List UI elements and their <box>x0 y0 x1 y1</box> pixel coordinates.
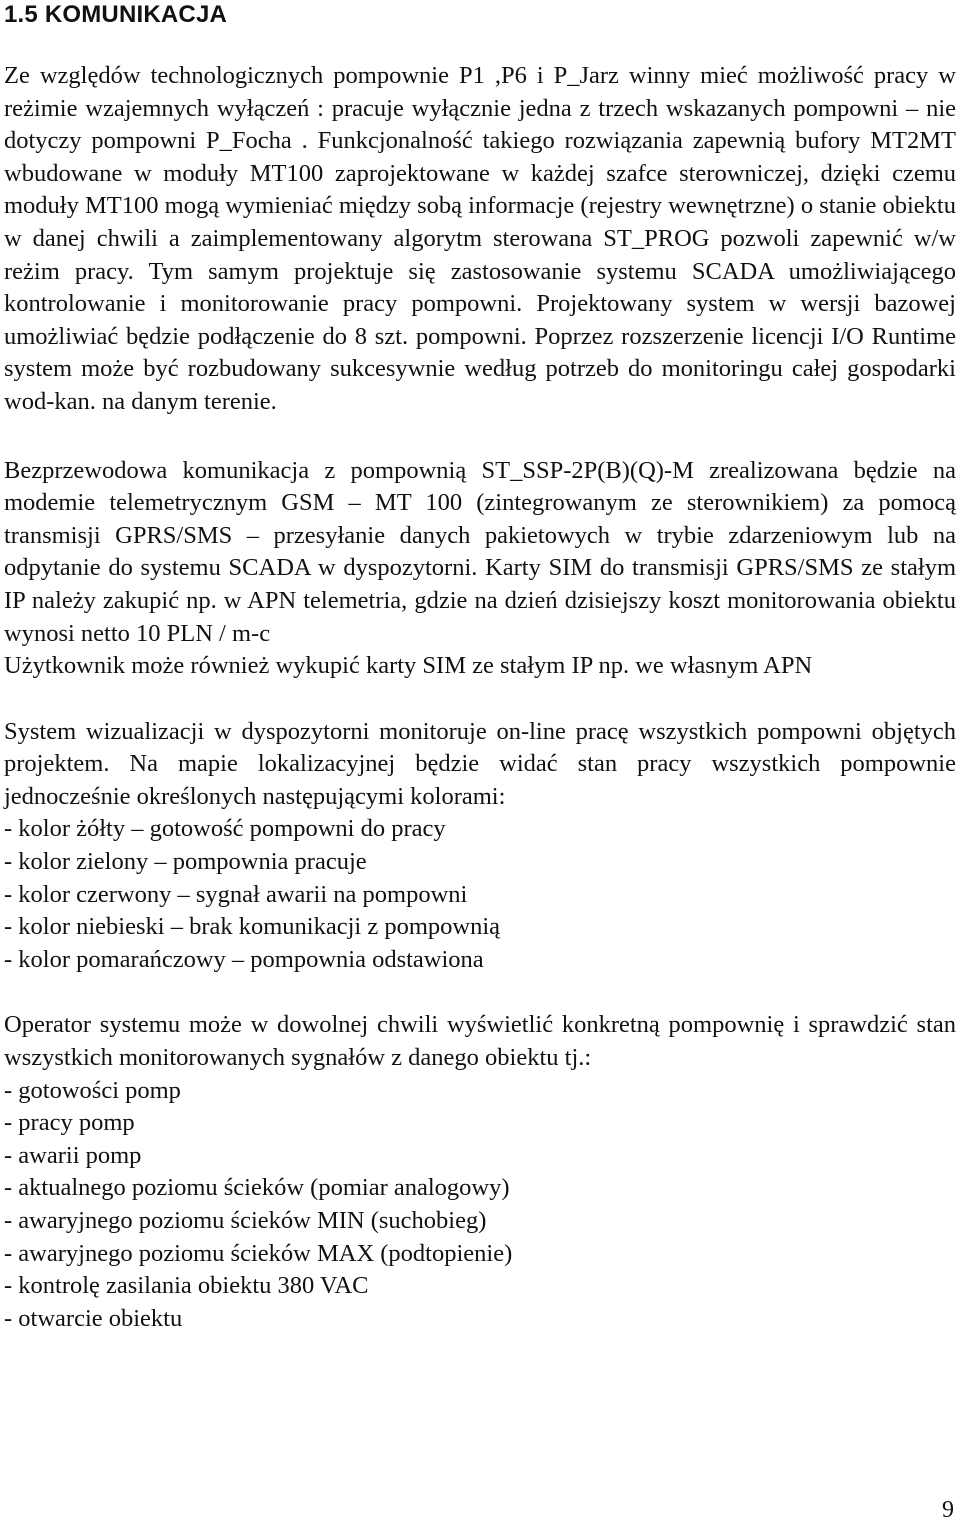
document-page <box>4 0 956 1335</box>
section-heading: 1.5 KOMUNIKACJA <box>4 1 228 28</box>
list-item: - awaryjnego poziomu ścieków MIN (suchobieg) <box>4 1207 487 1234</box>
paragraph-intro: Ze względów technologicznych pompownie P1 ,P6 i P_Jarz winny mieć możliwość pracy w reżimie wzajemnych wyłączeń : pracuje wyłącznie jedna z trzech wskazanych pompowni – nie dotyczy pompowni P_Focha . Funkcjonalność takiego rozwiązania zapewnią bufory MT2MT wbudowane w moduły MT100 zaprojektowane w każdej szafce sterowniczej, dzięki czemu moduły MT100 mogą wymieniać między sobą informacje (rejestry wewnętrzne) o stanie obiektu w danej chwili a zaimplementowany algorytm sterowana ST_PROG pozwoli zapewnić w/w reżim pracy. Tym samym projektuje się zastosowanie systemu SCADA umożliwiającego kontrolowanie i monitorowanie pracy pompowni. Projektowany system w wersji bazowej umożliwiać będzie podłączenie do 8 szt. pompowni. Poprzez rozszerzenie licencji I/O Runtime system może być rozbudowany sukcesywnie według potrzeb do monitoringu całej gospodarki wod-kan. na danym terenie. <box>4 62 956 415</box>
list-item: - kolor zielony – pompownia pracuje <box>4 848 367 876</box>
list-item: - kolor żółty – gotowość pompowni do pracy <box>4 815 446 843</box>
paragraph-wireless-note: Użytkownik może również wykupić karty SIM ze stałym IP np. we własnym APN <box>4 652 813 680</box>
list-item: - aktualnego poziomu ścieków (pomiar analogowy) <box>4 1174 510 1202</box>
list-item: - awarii pomp <box>4 1141 142 1169</box>
page-number: 9 <box>942 1497 954 1523</box>
paragraph-wireless: Bezprzewodowa komunikacja z pompownią ST_SSP-2P(B)(Q)-M zrealizowana będzie na modemie telemetrycznym GSM – MT 100 (zintegrowanym ze sterownikiem) za pomocą transmisji GPRS/SMS – przesyłanie danych pakietowych w trybie zdarzeniowym lub na odpytanie do systemu SCADA w dyspozytorni. Karty SIM do transmisji GPRS/SMS ze stałym IP należy zakupić np. w APN telemetria, gdzie na dzień dzisiejszy koszt monitorowania obiektu wynosi netto 10 PLN / m-c <box>4 456 956 647</box>
paragraph-operator: Operator systemu może w dowolnej chwili wyświetlić konkretną pompownię i sprawdzić stan wszystkich monitorowanych sygnałów z danego obiektu tj.: <box>4 1011 956 1072</box>
list-item: - awaryjnego poziomu ścieków MAX (podtopienie) <box>4 1239 513 1267</box>
list-item: - otwarcie obiektu <box>4 1304 183 1332</box>
color-legend-list <box>4 813 956 976</box>
list-item: - pracy pomp <box>4 1109 135 1137</box>
list-item: - kolor pomarańczowy – pompownia odstawiona <box>4 945 484 973</box>
list-item: - kolor niebieski – brak komunikacji z pompownią <box>4 913 501 941</box>
list-item: - kontrolę zasilania obiektu 380 VAC <box>4 1272 369 1300</box>
paragraph-visualization: System wizualizacji w dyspozytorni monitoruje on-line pracę wszystkich pompowni objętych projektem. Na mapie lokalizacyjnej będzie widać stan pracy wszystkich pompownie jednocześnie określonych następującymi kolorami: <box>4 717 956 810</box>
list-item: - kolor czerwony – sygnał awarii na pompowni <box>4 880 468 908</box>
signal-list <box>4 1075 956 1336</box>
list-item: - gotowości pomp <box>4 1076 181 1104</box>
